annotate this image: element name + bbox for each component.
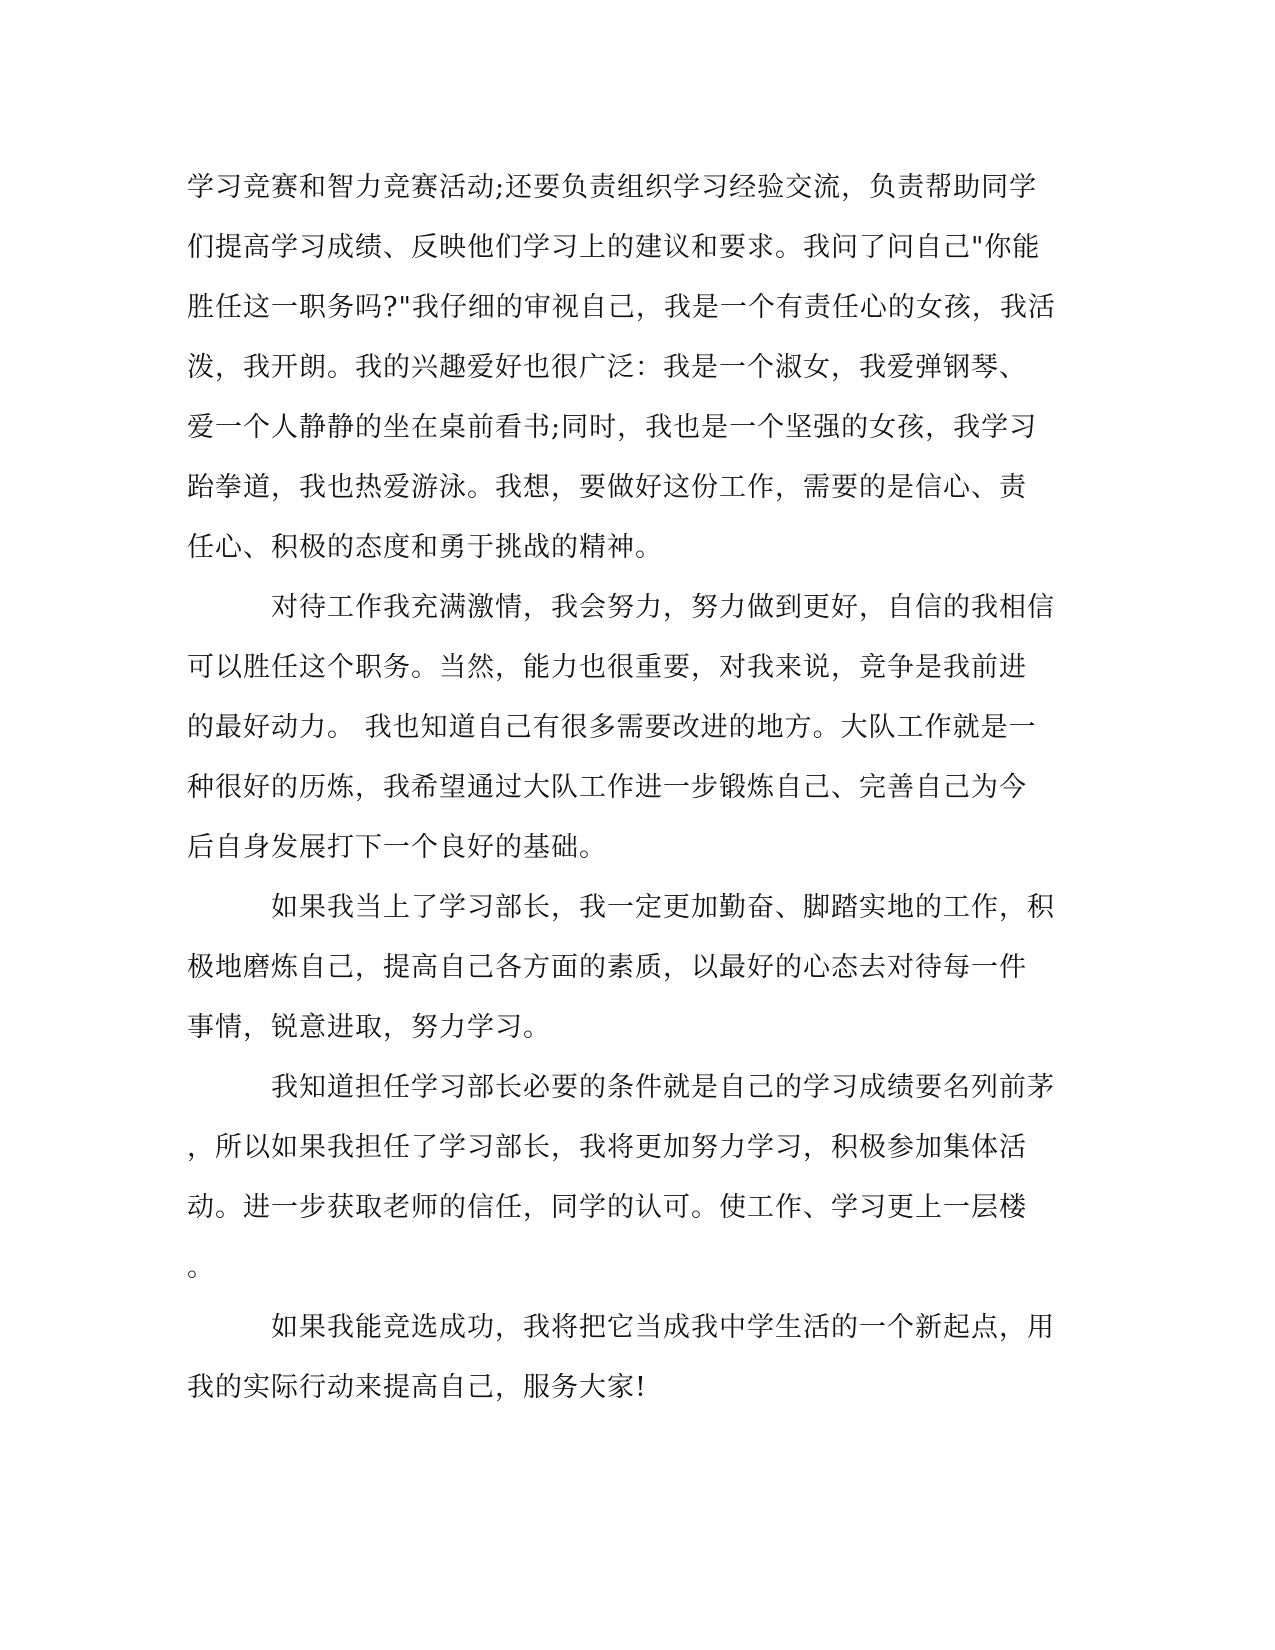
text-line: 后自身发展打下一个良好的基础。 bbox=[187, 832, 607, 863]
text-line: 们提高学习成绩、反映他们学习上的建议和要求。我问了问自己"你能 bbox=[187, 232, 1041, 263]
text-line: 的最好动力。 我也知道自己有很多需要改进的地方。大队工作就是一 bbox=[187, 712, 1037, 743]
text-line: 泼，我开朗。我的兴趣爱好也很广泛：我是一个淑女，我爱弹钢琴、 bbox=[187, 352, 1027, 383]
text-line: 极地磨炼自己，提高自己各方面的素质，以最好的心态去对待每一件 bbox=[187, 952, 1027, 983]
text-line: 胜任这一职务吗?"我仔细的审视自己，我是一个有责任心的女孩，我活 bbox=[187, 292, 1056, 323]
text-line: 任心、积极的态度和勇于挑战的精神。 bbox=[187, 532, 663, 563]
text-line: 事情，锐意进取，努力学习。 bbox=[187, 1012, 551, 1043]
text-line: 种很好的历炼，我希望通过大队工作进一步锻炼自己、完善自己为今 bbox=[187, 772, 1027, 803]
text-line: 动。进一步获取老师的信任，同学的认可。使工作、学习更上一层楼 bbox=[187, 1192, 1027, 1223]
text-line: 可以胜任这个职务。当然，能力也很重要，对我来说，竞争是我前进 bbox=[187, 652, 1027, 683]
text-line: 如果我能竞选成功，我将把它当成我中学生活的一个新起点，用 bbox=[187, 1312, 1055, 1343]
text-line: 我知道担任学习部长必要的条件就是自己的学习成绩要名列前茅 bbox=[187, 1072, 1055, 1103]
text-line: 。 bbox=[187, 1252, 215, 1283]
text-line: 我的实际行动来提高自己，服务大家! bbox=[187, 1372, 647, 1403]
document-body bbox=[187, 158, 1067, 1418]
text-line: 跆拳道，我也热爱游泳。我想，要做好这份工作，需要的是信心、责 bbox=[187, 472, 1027, 503]
text-line: 爱一个人静静的坐在桌前看书;同时，我也是一个坚强的女孩，我学习 bbox=[187, 412, 1038, 443]
text-line: 学习竞赛和智力竞赛活动;还要负责组织学习经验交流，负责帮助同学 bbox=[187, 172, 1038, 203]
text-line: 对待工作我充满激情，我会努力，努力做到更好，自信的我相信 bbox=[187, 592, 1055, 623]
text-line: ，所以如果我担任了学习部长，我将更加努力学习，积极参加集体活 bbox=[187, 1132, 1027, 1163]
text-line: 如果我当上了学习部长，我一定更加勤奋、脚踏实地的工作，积 bbox=[187, 892, 1055, 923]
